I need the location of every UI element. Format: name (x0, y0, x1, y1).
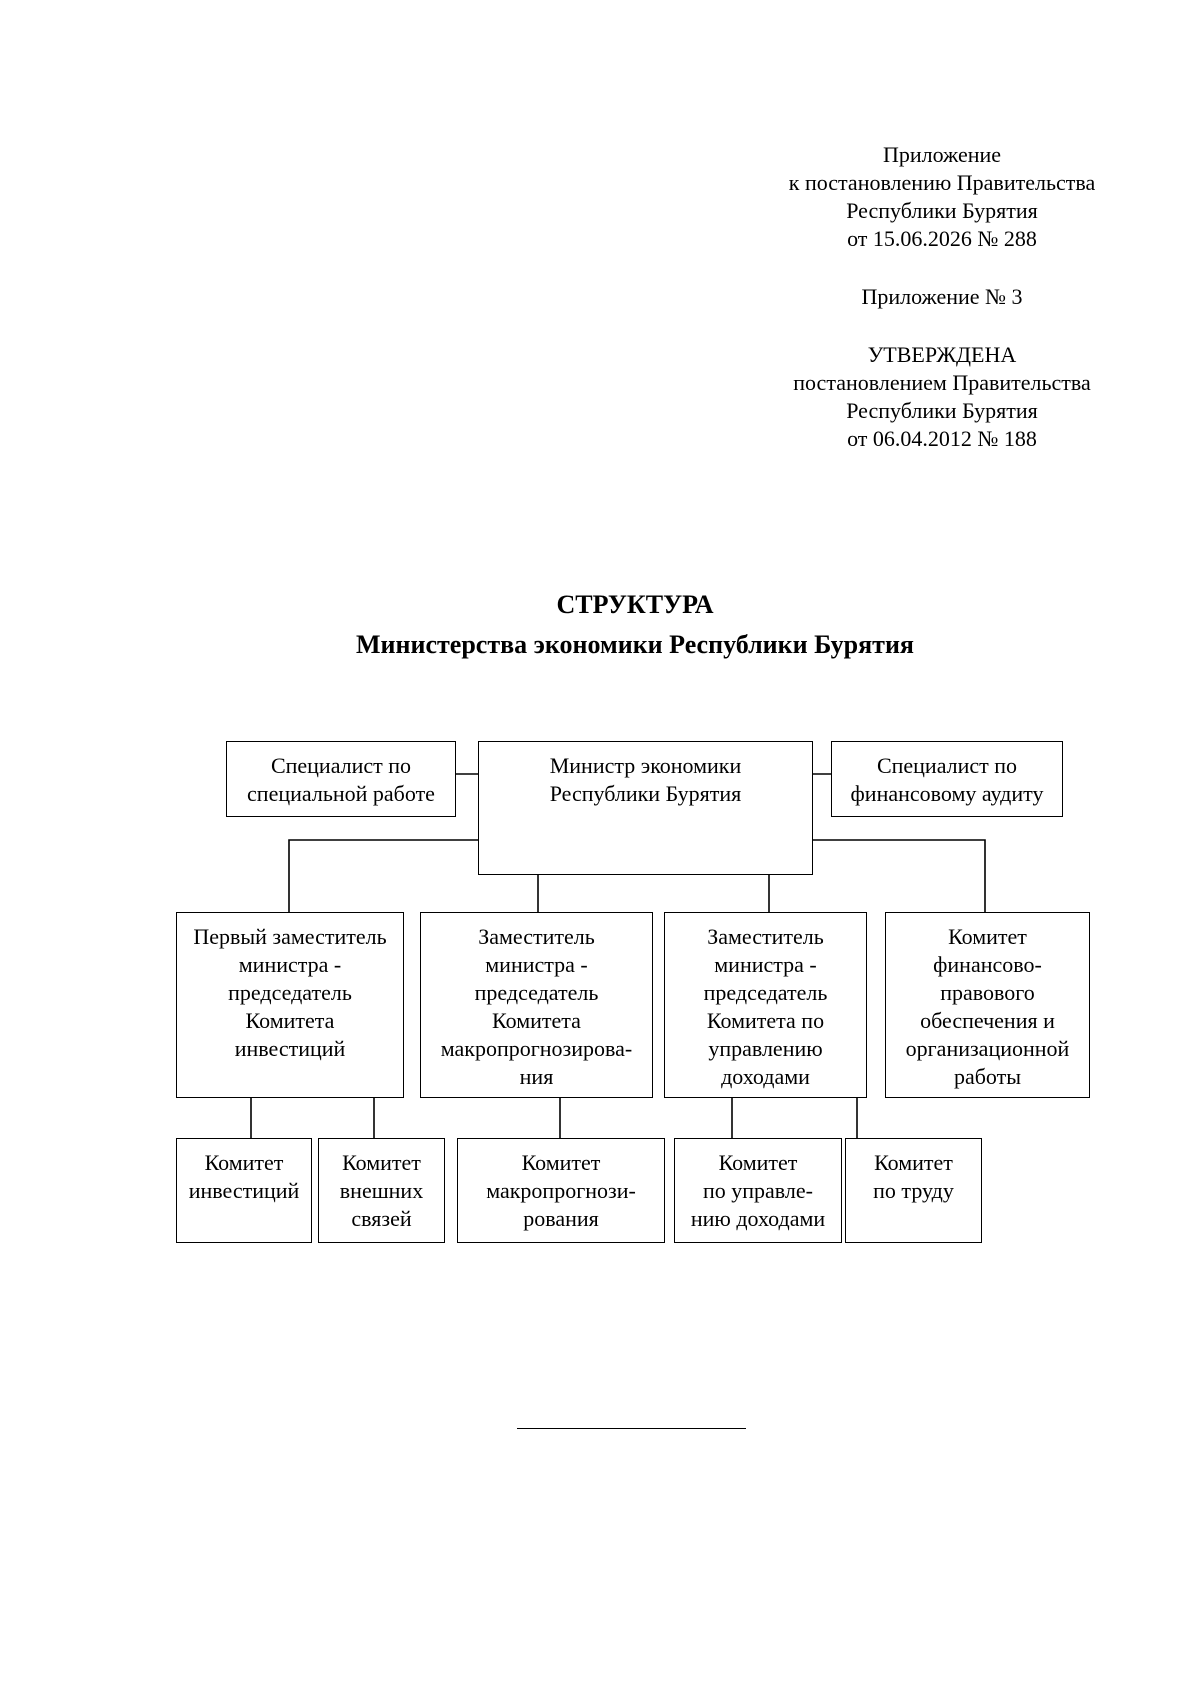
connector-finance-committee (813, 840, 985, 912)
box-committee-macro (457, 1138, 665, 1243)
box-line: Комитет (718, 1150, 798, 1175)
box-committee-labor (845, 1138, 982, 1243)
header-appendix-line-2: к постановлению Правительства (788, 170, 1096, 195)
box-line: по труду (873, 1178, 954, 1203)
title-line-1: СТРУКТУРА (556, 590, 714, 619)
header-appendix-line-4: от 15.06.2026 № 288 (847, 226, 1037, 251)
end-rule-divider (517, 1428, 746, 1429)
box-line: макропрогнози- (486, 1178, 636, 1203)
box-line: Специалист по (270, 753, 412, 778)
box-line: Комитет (204, 1150, 284, 1175)
title-line-2: Министерства экономики Республики Бурятия (356, 630, 914, 659)
box-line: доходами (721, 1064, 810, 1089)
box-line: Заместитель (707, 924, 824, 949)
box-committee-revenue (674, 1138, 842, 1243)
box-committee-investments (176, 1138, 312, 1243)
box-line: организационной (905, 1036, 1070, 1061)
box-line: председатель (474, 980, 599, 1005)
box-committee-external-relations (318, 1138, 445, 1243)
box-line: инвестиций (234, 1036, 346, 1061)
box-line: Первый заместитель (193, 924, 387, 949)
connector-first-deputy (289, 840, 478, 912)
box-line: управлению (708, 1036, 823, 1061)
box-line: инвестиций (188, 1178, 300, 1203)
box-first-deputy (176, 912, 404, 1098)
box-line: Комитета (492, 1008, 581, 1033)
box-line: нию доходами (690, 1206, 826, 1231)
box-line: Комитета по (706, 1008, 825, 1033)
box-line: связей (351, 1206, 412, 1231)
box-line: внешних (339, 1178, 424, 1203)
header-approved-line-4: от 06.04.2012 № 188 (847, 426, 1037, 451)
box-left-specialist (226, 741, 456, 817)
box-deputy-macro (420, 912, 653, 1098)
header-approved-line-3: Республики Бурятия (846, 398, 1038, 423)
box-line: министра - (485, 952, 588, 977)
box-line: работы (953, 1064, 1022, 1089)
box-line: министра - (238, 952, 342, 977)
header-approved-line-1: УТВЕРЖДЕНА (867, 342, 1017, 367)
header-appendix-line-1: Приложение (882, 142, 1002, 167)
box-line: финансово- (933, 952, 1042, 977)
box-line: Комитет (948, 924, 1027, 949)
box-line: Комитет (342, 1150, 421, 1175)
box-line: Республики Бурятия (549, 781, 742, 806)
box-deputy-revenue (664, 912, 867, 1098)
header-appendix-line-3: Республики Бурятия (846, 198, 1038, 223)
box-line: правового (940, 980, 1035, 1005)
box-line: финансовому аудиту (850, 781, 1044, 806)
box-line: по управле- (703, 1178, 813, 1203)
box-line: Комитет (521, 1150, 601, 1175)
header-approved-line-2: постановлением Правительства (793, 370, 1091, 395)
box-line: Заместитель (478, 924, 595, 949)
box-line: рования (523, 1206, 599, 1231)
box-right-specialist (831, 741, 1063, 817)
box-line: Министр экономики (549, 753, 742, 778)
box-line: председатель (703, 980, 828, 1005)
box-finance-committee (885, 912, 1090, 1098)
box-line: специальной работе (247, 781, 435, 806)
box-minister (478, 741, 813, 875)
box-line: Комитета (245, 1008, 335, 1033)
box-line: Комитет (874, 1150, 953, 1175)
box-line: Специалист по (876, 753, 1018, 778)
box-line: председатель (228, 980, 352, 1005)
header-appendix-number: Приложение № 3 (861, 284, 1023, 309)
box-line: макропрогнозирова- (440, 1036, 633, 1061)
box-line: министра - (714, 952, 817, 977)
box-line: обеспечения и (920, 1008, 1055, 1033)
box-line: ния (519, 1064, 554, 1089)
